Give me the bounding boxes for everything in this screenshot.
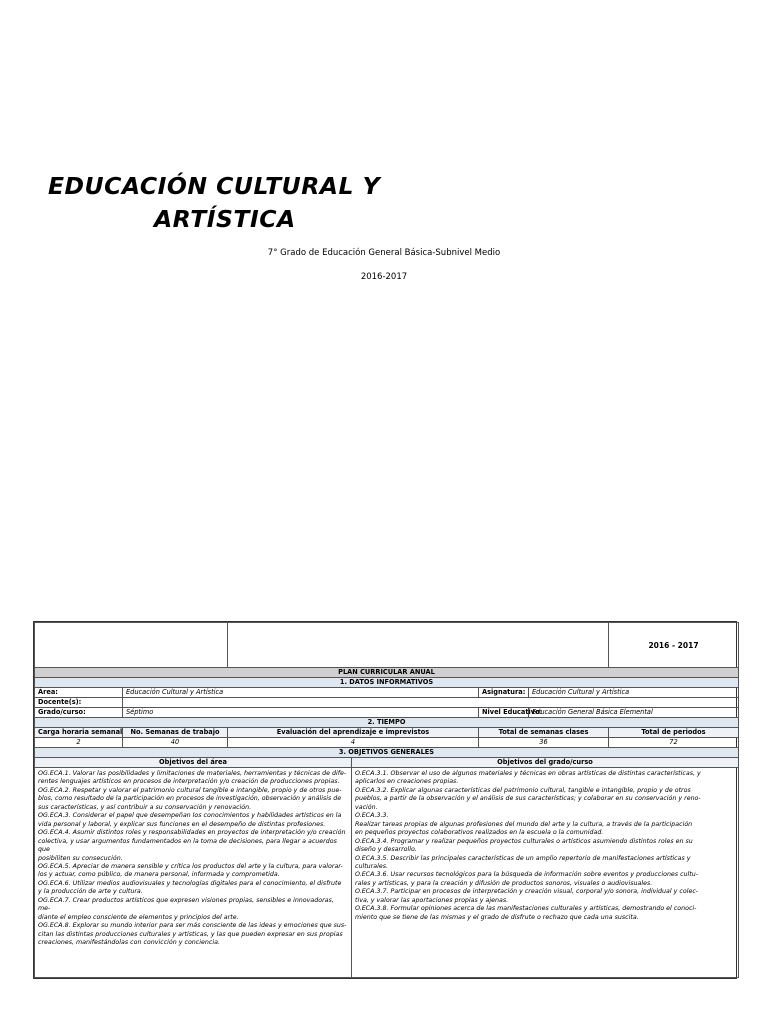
obj-area-header: Objetivos del área	[35, 758, 352, 768]
section-2-title: 2. TIEMPO	[35, 718, 739, 728]
obj-area-line: rentes lenguajes artísticos en procesos de interpretación y/o creación de producciones propias.	[38, 778, 340, 786]
tiempo-values-row	[35, 738, 739, 748]
obj-area-line: OG.ECA.1. Valorar las posibilidades y limitaciones de materiales, herramientas y técnicas de dife-	[38, 770, 347, 777]
obj-grado-line: rales y artísticas, y para la creación y difusión de productos sonoros, visuales o audiovisuales.	[355, 879, 653, 887]
obj-grado-line: O.ECA.3.2. Explicar algunas características del patrimonio cultural, tangible e intangible, propio y de otros	[355, 786, 691, 794]
grado-row	[35, 708, 739, 718]
obj-area-line: OG.ECA.7. Crear productos artísticos que expresen visiones propias, sensibles e innovadoras, me-	[38, 896, 334, 913]
obj-area-line: los y actuar, como público, de manera personal, informada y comprometida.	[38, 871, 280, 879]
nivel-label: Nivel Educativo:	[479, 708, 529, 718]
nivel-value: Educación General Básica Elemental	[529, 708, 739, 718]
tiempo-header: Carga horaria semanal	[35, 728, 123, 738]
tiempo-header: Evaluación del aprendizaje e imprevistos	[228, 728, 479, 738]
tiempo-value: 40	[123, 738, 228, 748]
obj-grado-line: tiva, y valorar las aportaciones propias y ajenas.	[355, 896, 509, 904]
obj-grado-line: O.ECA.3.6. Usar recursos tecnológicos para la búsqueda de información sobre eventos y producciones cultu-	[355, 871, 699, 879]
obj-area-line: diante el empleo consciente de elementos y principios del arte.	[38, 913, 239, 921]
obj-area-line: colectiva, y usar argumentos fundamentados en la toma de decisiones, para llegar a acuerdos	[38, 837, 337, 845]
obj-area-list	[35, 768, 352, 978]
document-subtitle: 7° Grado de Educación General Básica-Subnivel Medio	[267, 248, 501, 258]
objetivos-row	[35, 768, 739, 978]
obj-grado-header: Objetivos del grado/curso	[352, 758, 739, 768]
obj-grado-line: aplicarlos en creaciones propias.	[355, 778, 459, 786]
obj-grado-line: O.ECA.3.5. Describir las principales características de un amplio repertorio de manifestaciones artísticas y	[355, 854, 691, 862]
obj-area-line: OG.ECA.6. Utilizar medios audiovisuales y tecnologías digitales para el conocimiento, el disfrute	[38, 879, 342, 887]
area-row	[35, 688, 739, 698]
institution-cell	[228, 623, 609, 668]
obj-area-line: sus características, y así contribuir a su conservación y renovación.	[38, 803, 252, 811]
section-1-title: 1. DATOS INFORMATIVOS	[35, 678, 739, 688]
plan-curricular-table	[33, 621, 737, 979]
title-line-2: ARTÍSTICA	[154, 205, 296, 233]
obj-area-line: blos, como resultado de la participación en procesos de investigación, observación y análisis de	[38, 795, 342, 803]
obj-grado-line: pueblos, a partir de la observación y el análisis de sus características; y colaborar en su conservación y reno-	[355, 795, 701, 803]
obj-area-line: y la producción de arte y cultura.	[38, 888, 143, 896]
grado-value: Séptimo	[123, 708, 479, 718]
obj-grado-line: culturales.	[355, 862, 389, 870]
tiempo-header: Total de semanas clases	[479, 728, 609, 738]
obj-area-line: OG.ECA.4. Asumir distintos roles y responsabilidades en proyectos de interpretación y/o creación	[38, 829, 346, 837]
obj-grado-line: Realizar tareas propias de algunas profesiones del mundo del arte y la cultura, a través de la participación	[355, 820, 693, 828]
obj-grado-line: O.ECA.3.7. Participar en procesos de interpretación y creación visual, corporal y/o sonora, individual y colec-	[355, 888, 699, 896]
obj-area-line: que	[38, 846, 50, 854]
objetivos-header-row	[35, 758, 739, 768]
docente-row	[35, 698, 739, 708]
asignatura-value: Educación Cultural y Artística	[529, 688, 739, 698]
obj-area-line: OG.ECA.2. Respetar y valorar el patrimonio cultural tangible e intangible, propio y de otros pue-	[38, 786, 342, 794]
obj-area-line: OG.ECA.8. Explorar su mundo interior para ser más consciente de las ideas y emociones que sus-	[38, 922, 347, 930]
grado-label: Grado/curso:	[35, 708, 123, 718]
obj-grado-line: miento que se tiene de las mismas y el grado de disfrute o rechazo que cada una suscita.	[355, 913, 639, 921]
tiempo-value: 36	[479, 738, 609, 748]
obj-area-line: OG.ECA.5. Apreciar de manera sensible y crítica los productos del arte y la cultura, para valorar-	[38, 862, 343, 870]
obj-area-line: vida personal y laboral, y explicar sus funciones en el desempeño de distintas profesiones.	[38, 820, 326, 828]
obj-grado-line: O.ECA.3.1. Observar el uso de algunos materiales y técnicas en obras artísticas de distintas características, y	[355, 770, 701, 777]
docente-value	[123, 698, 739, 708]
docente-label: Docente(s):	[35, 698, 123, 708]
document-year: 2016-2017	[360, 272, 408, 282]
obj-grado-list	[352, 768, 739, 978]
plan-title: PLAN CURRICULAR ANUAL	[35, 668, 739, 678]
tiempo-header-row	[35, 728, 739, 738]
obj-grado-line: en pequeños proyectos colaborativos realizados en la escuela o la comunidad.	[355, 829, 604, 837]
section-3-title: 3. OBJETIVOS GENERALES	[35, 748, 739, 758]
header-year: 2016 - 2017	[609, 623, 739, 668]
title-line-1: EDUCACIÓN CULTURAL Y	[48, 172, 381, 200]
obj-grado-line: O.ECA.3.3.	[355, 812, 389, 820]
section-2-row	[35, 718, 739, 728]
tiempo-value: 2	[35, 738, 123, 748]
section-3-row	[35, 748, 739, 758]
obj-grado-line: vación.	[355, 803, 378, 811]
document-title	[48, 170, 380, 236]
asignatura-label: Asignatura:	[479, 688, 529, 698]
plan-title-row	[35, 668, 739, 678]
tiempo-header: No. Semanas de trabajo	[123, 728, 228, 738]
obj-area-line: citan las distintas producciones culturales y artísticas, y las que pueden expresar en sus propias	[38, 930, 343, 938]
obj-area-line: OG.ECA.3. Considerar el papel que desempeñan los conocimientos y habilidades artísticos en la	[38, 812, 342, 820]
obj-grado-line: O.ECA.3.4. Programar y realizar pequeños proyectos culturales o artísticos asumiendo distintos roles en su	[355, 837, 693, 845]
area-value: Educación Cultural y Artística	[123, 688, 479, 698]
obj-grado-line: O.ECA.3.8. Formular opiniones acerca de las manifestaciones culturales y artísticas, demostrando el conoci-	[355, 905, 697, 913]
tiempo-header: Total de periodos	[609, 728, 739, 738]
tiempo-value: 4	[228, 738, 479, 748]
obj-area-line: creaciones, manifestándolas con convicción y conciencia.	[38, 939, 220, 947]
tiempo-value: 72	[609, 738, 739, 748]
header-row	[35, 623, 739, 668]
obj-area-line: posibiliten su consecución.	[38, 854, 123, 862]
logo-cell	[35, 623, 228, 668]
obj-grado-line: diseño y desarrollo.	[355, 846, 417, 854]
area-label: Área:	[35, 688, 123, 698]
section-1-row	[35, 678, 739, 688]
